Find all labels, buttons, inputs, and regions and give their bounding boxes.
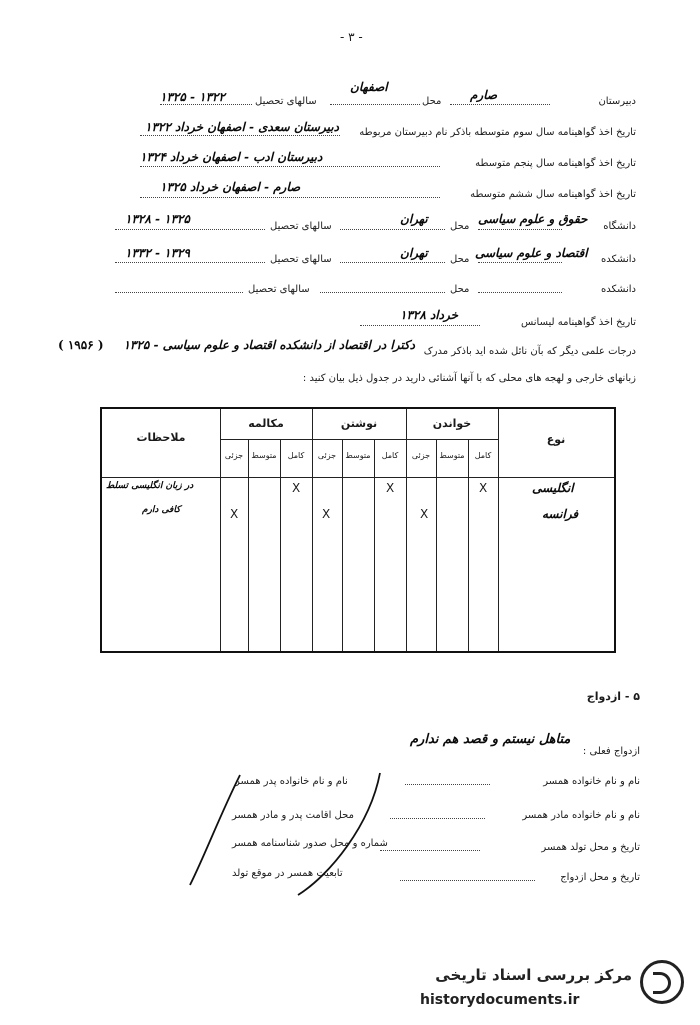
uni1-place-line [340, 229, 445, 230]
row1-writing-full-mark: X [386, 481, 395, 495]
years-value: ۱۳۲۲ - ۱۳۲۵ [160, 90, 225, 104]
uni1-years-label: سالهای تحصیل [270, 221, 332, 232]
place-value: اصفهان [350, 80, 388, 94]
page-number: - ٣ - [340, 30, 363, 44]
reading-partial: جزئی [411, 451, 431, 460]
col-divider-notes [220, 409, 221, 651]
highschool-line [450, 104, 550, 105]
col-speaking-header: مکالمه [248, 417, 284, 430]
uni3-years-line [115, 292, 243, 293]
marriage-section-title: ۵ - ازدواج [586, 690, 640, 703]
reading-full: کامل [474, 451, 492, 460]
uni1-value: حقوق و علوم سیاسی [478, 212, 588, 226]
watermark-logo-icon [640, 960, 684, 1004]
years-label: سالهای تحصیل [255, 96, 317, 107]
row2-speaking-partial-mark: X [230, 507, 239, 521]
uni2-years-label: سالهای تحصیل [270, 254, 332, 265]
uni2-place-line [340, 262, 445, 263]
uni1-label: دانشگاه [603, 221, 636, 232]
cert5-value: دبیرستان ادب - اصفهان خرداد ۱۳۲۴ [140, 150, 323, 164]
spouse-mother-label: نام و نام خانواده مادر همسر [522, 810, 640, 821]
languages-intro: زبانهای خارجی و لهجه های محلی که با آنها آشنائی دارید در جدول ذیل بیان کنید : [302, 373, 636, 384]
spouse-birth-label: تاریخ و محل تولد همسر [541, 842, 640, 853]
table-row-2-language: فرانسه [542, 507, 579, 521]
watermark-url: historydocuments.ir [420, 992, 580, 1008]
row2-reading-partial-mark: X [420, 507, 429, 521]
uni2-years-line [115, 262, 265, 263]
uni3-years-label: سالهای تحصیل [248, 284, 310, 295]
row2-writing-partial-mark: X [322, 507, 331, 521]
marriage-date-label: تاریخ و محل ازدواج [560, 872, 640, 883]
writing-medium: متوسط [345, 451, 371, 460]
uni1-years-value: ۱۳۲۵ - ۱۳۲۸ [125, 212, 190, 226]
place-line [330, 104, 420, 105]
table-row-2-note: کافی دارم [142, 505, 181, 515]
row1-reading-full-mark: X [479, 481, 488, 495]
reading-medium: متوسط [439, 451, 465, 460]
watermark-title: مرکز بررسی اسناد تاریخی [435, 966, 632, 984]
parents-residence-label: محل اقامت پدر و مادر همسر [232, 810, 354, 821]
uni2-value: اقتصاد و علوم سیاسی [475, 246, 588, 260]
table-row-1-note: در زبان انگلیسی تسلط [106, 481, 194, 491]
header-bottom-line [102, 477, 614, 478]
col-divider-speaking [312, 409, 313, 651]
highschool-value: صارم [470, 88, 498, 102]
degree-label: درجات علمی دیگر که بآن نائل شده اید باذکر مدرک [423, 346, 636, 357]
speaking-partial: جزئی [224, 451, 244, 460]
cert6-label: تاریخ اخذ گواهینامه سال ششم متوسطه [470, 189, 636, 200]
uni2-line [478, 262, 562, 263]
highschool-label: دبیرستان [598, 96, 636, 107]
uni1-line [478, 229, 562, 230]
speaking-full: کامل [287, 451, 305, 460]
cert6-value: صارم - اصفهان خرداد ۱۳۲۵ [160, 180, 301, 194]
spouse-name-label: نام و نام خانواده همسر [543, 776, 640, 787]
col-divider-writing [406, 409, 407, 651]
spouse-father-label: نام و نام خانواده پدر همسر [235, 776, 348, 787]
uni3-label: دانشکده [601, 284, 636, 295]
marriage-current-value: متاهل نیستم و قصد هم ندارم [410, 732, 571, 747]
cert5-label: تاریخ اخذ گواهینامه سال پنجم متوسطه [475, 158, 636, 169]
cert3-label: تاریخ اخذ گواهینامه سال سوم متوسطه باذکر نام دبیرستان مربوطه [359, 127, 636, 138]
uni1-place-value: تهران [400, 212, 428, 226]
uni2-place-label: محل [450, 254, 470, 265]
uni2-place-value: تهران [400, 246, 428, 260]
years-line [160, 104, 252, 105]
writing-full: کامل [381, 451, 399, 460]
license-value: خرداد ۱۳۲۸ [400, 308, 459, 322]
col-writing-header: نوشتن [340, 417, 378, 430]
cert6-line [140, 197, 440, 198]
language-table [100, 407, 616, 653]
col-type-header: نوع [546, 433, 566, 446]
spouse-nationality-label: تابعیت همسر در موقع تولد [232, 868, 343, 879]
uni3-line [478, 292, 562, 293]
col-notes-header: ملاحظات [136, 431, 186, 444]
marriage-current-label: ازدواج فعلی : [582, 746, 640, 757]
uni1-place-label: محل [450, 221, 470, 232]
uni3-place-label: محل [450, 284, 470, 295]
col-reading-header: خواندن [432, 417, 472, 430]
uni2-label: دانشکده [601, 254, 636, 265]
row1-speaking-full-mark: X [292, 481, 301, 495]
license-line [360, 325, 480, 326]
spouse-id-label: شماره و محل صدور شناسنامه همسر [232, 838, 388, 849]
uni2-years-value: ۱۳۲۹ - ۱۳۳۲ [125, 246, 190, 260]
license-label: تاریخ اخذ گواهینامه لیسانس [521, 317, 636, 328]
degree-year: ( ۱۹۵۶ ) [58, 338, 104, 352]
uni3-place-line [320, 292, 445, 293]
cert3-line [140, 135, 340, 136]
cert5-line [140, 166, 440, 167]
speaking-medium: متوسط [251, 451, 277, 460]
place-label: محل [422, 96, 442, 107]
cert3-value: دبیرستان سعدی - اصفهان خرداد ۱۳۲۲ [145, 120, 339, 134]
cross-out-strokes [180, 765, 500, 905]
uni1-years-line [115, 229, 265, 230]
degree-value: دکترا در اقتصاد از دانشکده اقتصاد و علوم سیاسی - ۱۳۲۵ [123, 338, 415, 352]
writing-partial: جزئی [317, 451, 337, 460]
table-row-1-language: انگلیسی [532, 481, 574, 495]
